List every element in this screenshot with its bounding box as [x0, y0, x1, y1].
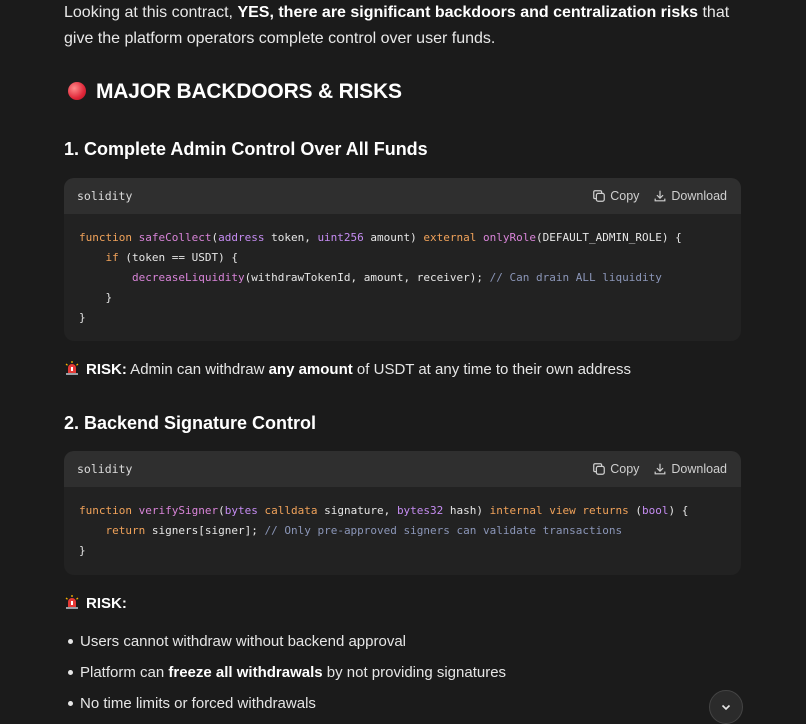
risk-label: RISK: — [86, 595, 127, 612]
risk-bullet-list — [64, 626, 506, 719]
bullet-text-end: by not providing signatures — [322, 664, 507, 681]
copy-icon — [592, 189, 606, 203]
download-icon — [653, 189, 667, 203]
code-block-2 — [64, 451, 741, 575]
siren-icon — [64, 594, 80, 610]
code-block-1 — [64, 178, 741, 341]
intro-bold: YES, there are significant backdoors and centralization risks — [237, 4, 699, 21]
code-language-label: solidity — [77, 189, 133, 203]
code-language-label: solidity — [77, 462, 133, 476]
copy-button[interactable] — [592, 189, 639, 203]
intro-paragraph — [64, 0, 741, 52]
bullet-text: Users cannot withdraw without backend approval — [80, 633, 407, 650]
copy-label: Copy — [610, 189, 640, 203]
list-item — [80, 626, 506, 657]
download-button[interactable] — [653, 189, 727, 203]
intro-text-end: that give the platform operators complete control over user funds. — [64, 4, 730, 47]
intro-text: Looking at this contract, — [64, 4, 238, 21]
download-icon — [653, 462, 667, 476]
code-block-header — [64, 178, 741, 214]
list-item — [80, 688, 506, 719]
section-heading — [64, 80, 402, 104]
item-1-heading: 1. Complete Admin Control Over All Funds — [64, 139, 428, 159]
copy-button[interactable] — [592, 462, 639, 476]
section-heading-text: MAJOR BACKDOORS & RISKS — [96, 80, 402, 103]
bullet-text: No time limits or forced withdrawals — [80, 695, 316, 712]
risk-label: RISK: — [86, 361, 127, 378]
bullet-bold: freeze all withdrawals — [168, 664, 323, 681]
risk-1 — [64, 360, 631, 378]
siren-icon — [64, 360, 80, 376]
download-label: Download — [671, 189, 727, 203]
list-item — [80, 657, 506, 688]
risk-text: Admin can withdraw — [126, 361, 269, 378]
download-label: Download — [671, 462, 727, 476]
code-content: function verifySigner(bytes calldata signature, bytes32 hash) internal view returns (bool) { return signers[signer]; // Only pre-approved signers can validate transactions } — [79, 504, 689, 557]
red-circle-icon — [68, 82, 86, 100]
copy-icon — [592, 462, 606, 476]
download-button[interactable] — [653, 462, 727, 476]
risk-text-end: of USDT at any time to their own address — [352, 361, 631, 378]
bullet-text: Platform can — [80, 664, 169, 681]
item-2-heading: 2. Backend Signature Control — [64, 413, 317, 433]
chevron-down-icon — [720, 701, 732, 713]
risk-bold: any amount — [268, 361, 353, 378]
code-content: function safeCollect(address token, uint256 amount) external onlyRole(DEFAULT_ADMIN_ROLE) { if (token == USDT) { decreaseLiquidity(withdrawTokenId, amount, receiver); // Can drain ALL liquidity } } — [79, 231, 682, 324]
copy-label: Copy — [610, 462, 640, 476]
risk-2 — [64, 594, 127, 612]
code-block-header — [64, 451, 741, 487]
